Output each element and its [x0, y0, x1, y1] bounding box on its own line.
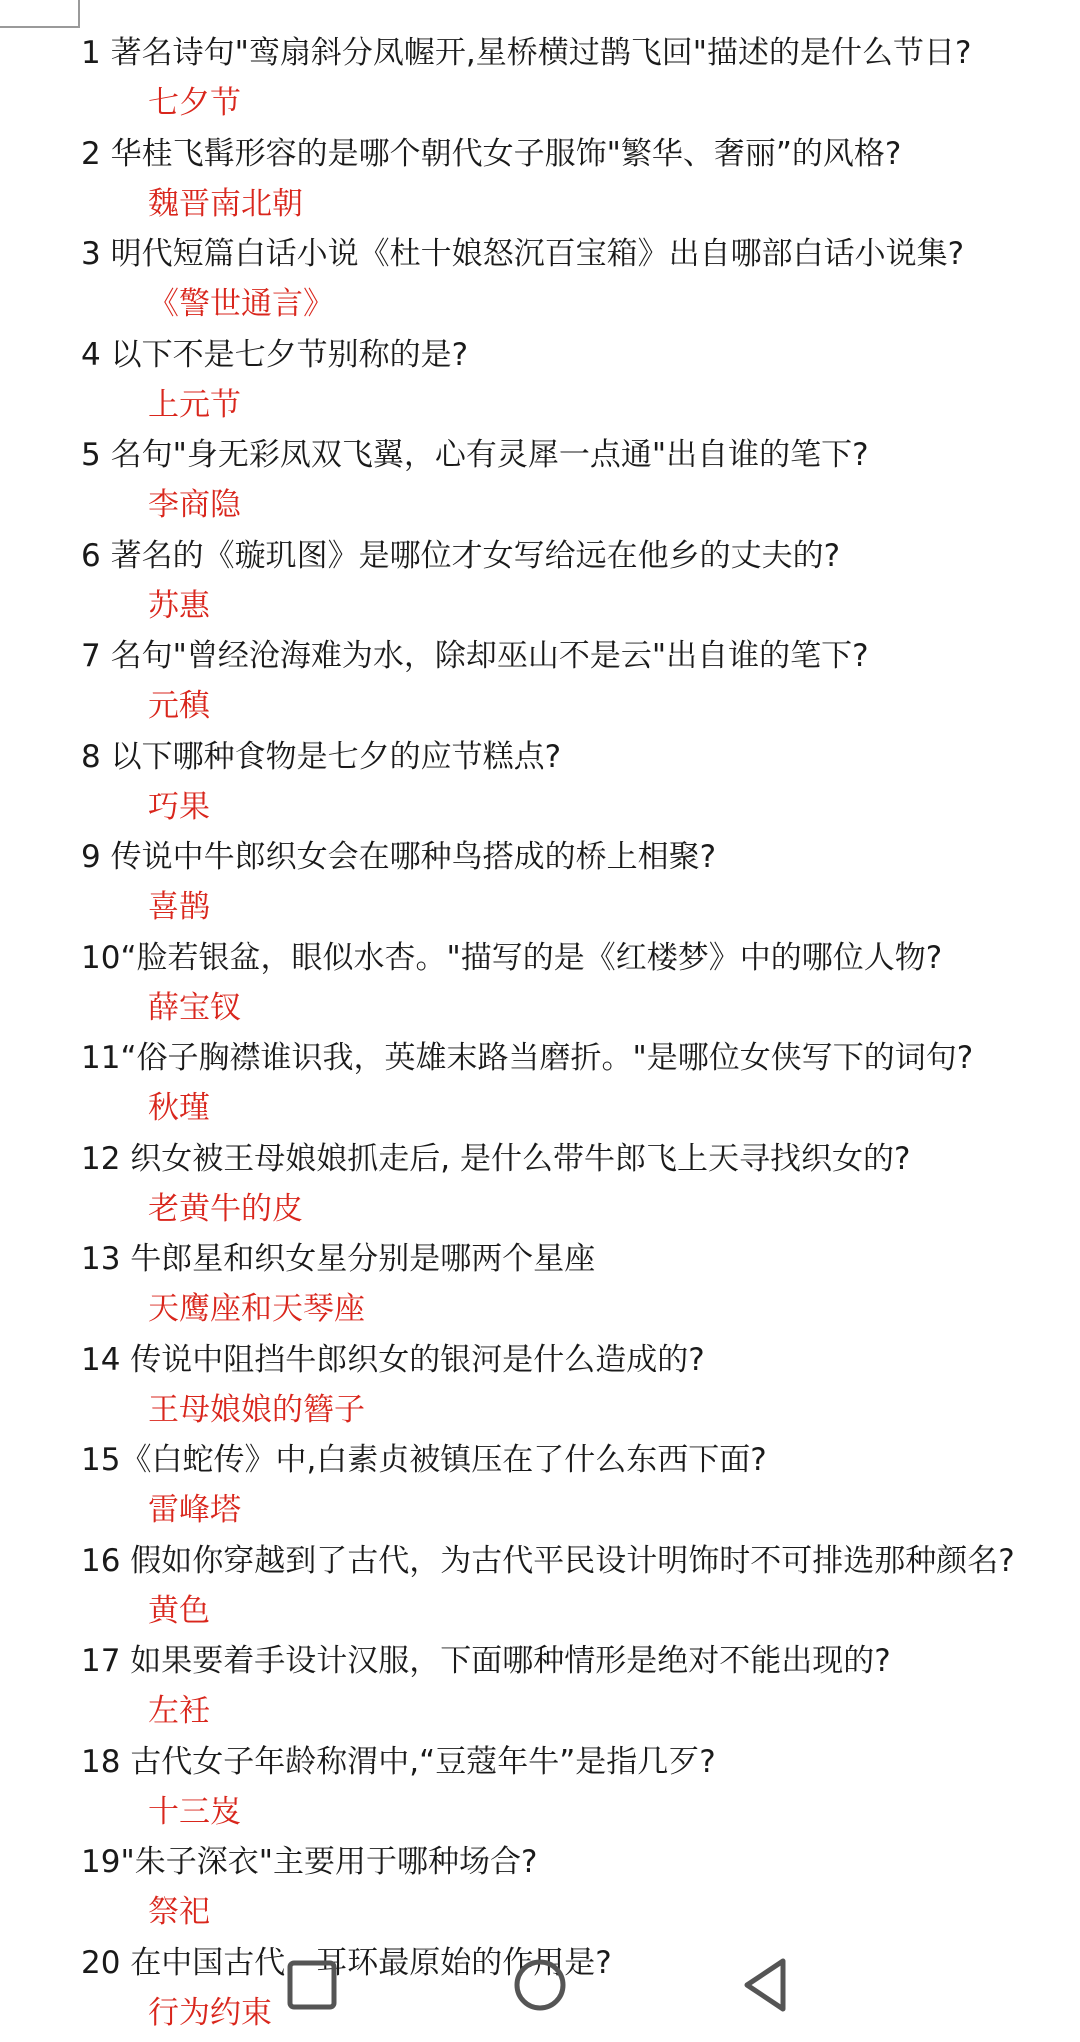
qa-item-20	[81, 1938, 1080, 2039]
question-text: 15《白蛇传》中,白素贞被镇压在了什么东西下面?	[81, 1442, 767, 1478]
question-text: 4 以下不是七夕节别称的是?	[81, 336, 469, 373]
answer-text: 十三岌	[148, 1793, 241, 1830]
question-text: 16 假如你穿越到了古代，为古代平民设计明饰时不可排选那种颜名?	[81, 1542, 1015, 1579]
qa-item-18	[81, 1737, 1080, 1838]
answer-text: 祭祀	[148, 1894, 210, 1930]
qa-item-6	[81, 531, 1080, 632]
qa-item-3	[81, 229, 1080, 330]
qa-item-10	[81, 933, 1080, 1034]
question-text: 2 华桂飞髯形容的是哪个朝代女子服饰"繁华、奢丽”的风格?	[81, 135, 902, 172]
back-triangle-icon[interactable]	[733, 1950, 803, 2020]
page-corner-marker	[0, 0, 80, 28]
answer-text: 喜鹊	[148, 889, 210, 925]
qa-item-14	[81, 1335, 1080, 1436]
answer-text: 《警世通言》	[148, 286, 334, 322]
qa-item-11	[81, 1033, 1080, 1134]
qa-item-15	[81, 1435, 1080, 1536]
answer-text: 元稹	[148, 688, 210, 724]
answer-text: 苏惠	[148, 587, 210, 624]
answer-text: 老黄牛的皮	[148, 1190, 303, 1227]
answer-text: 薛宝钗	[148, 989, 241, 1026]
question-text: 20 在中国古代，耳环最原始的作用是?	[81, 1944, 612, 1981]
answer-text: 巧果	[148, 788, 210, 825]
qa-item-2	[81, 129, 1080, 230]
question-text: 3 明代短篇白话小说《杜十娘怒沉百宝箱》出自哪部白话小说集?	[81, 236, 965, 272]
answer-text: 七夕节	[148, 85, 241, 121]
question-text: 18 古代女子年龄称渭中,“豆蔻年牛”是指几歹?	[81, 1743, 716, 1780]
answer-text: 上元节	[148, 386, 241, 423]
question-text: 5 名句"身无彩凤双飞翼，心有灵犀一点通"出自谁的笔下?	[81, 437, 869, 473]
question-text: 12 织女被王母娘娘抓走后, 是什么带牛郎飞上天寻找织女的?	[81, 1140, 911, 1177]
qa-item-17	[81, 1636, 1080, 1737]
qa-item-19	[81, 1837, 1080, 1938]
answer-text: 魏晋南北朝	[148, 185, 303, 222]
question-text: 10“脸若银盆，眼似水杏。"描写的是《红楼梦》中的哪位人物?	[81, 939, 943, 976]
answer-text: 秋瑾	[148, 1090, 210, 1126]
home-circle-icon[interactable]	[505, 1950, 575, 2020]
question-text: 13 牛郎星和织女星分别是哪两个星座	[81, 1241, 596, 1277]
qa-item-1	[81, 28, 1080, 129]
qa-item-12	[81, 1134, 1080, 1235]
question-text: 19"朱子深衣"主要用于哪种场合?	[81, 1844, 538, 1880]
answer-text: 黄色	[148, 1592, 210, 1629]
question-text: 11“俗子胸襟谁识我，英雄末路当磨折。"是哪位女侠写下的词句?	[81, 1040, 974, 1076]
qa-item-16	[81, 1536, 1080, 1637]
qa-item-7	[81, 631, 1080, 732]
answer-text: 雷峰塔	[148, 1492, 241, 1528]
question-text: 7 名句"曾经沧海难为水，除却巫山不是云"出自谁的笔下?	[81, 638, 869, 674]
answer-text: 王母娘娘的簪子	[148, 1391, 365, 1428]
qa-item-9	[81, 832, 1080, 933]
recents-square-icon[interactable]	[277, 1950, 347, 2020]
question-text: 6 著名的《璇玑图》是哪位才女写给远在他乡的丈夫的?	[81, 537, 841, 574]
answer-text: 天鹰座和天琴座	[148, 1291, 365, 1327]
qa-item-5	[81, 430, 1080, 531]
question-text: 9 传说中牛郎织女会在哪种鸟搭成的桥上相聚?	[81, 839, 717, 875]
qa-item-13	[81, 1234, 1080, 1335]
answer-text: 行为约束	[148, 1994, 272, 2031]
question-text: 8 以下哪种食物是七夕的应节糕点?	[81, 738, 562, 775]
qa-item-8	[81, 732, 1080, 833]
question-text: 1 著名诗句"鸾扇斜分凤幄开,星桥横过鹊飞回"描述的是什么节日?	[81, 35, 972, 71]
question-text: 14 传说中阻挡牛郎织女的银河是什么造成的?	[81, 1341, 705, 1378]
question-text: 17 如果要着手设计汉服，下面哪种情形是绝对不能出现的?	[81, 1643, 891, 1679]
answer-text: 李商隐	[148, 487, 241, 523]
qa-item-4	[81, 330, 1080, 431]
answer-text: 左衽	[148, 1693, 210, 1729]
question-list	[81, 28, 1080, 2038]
